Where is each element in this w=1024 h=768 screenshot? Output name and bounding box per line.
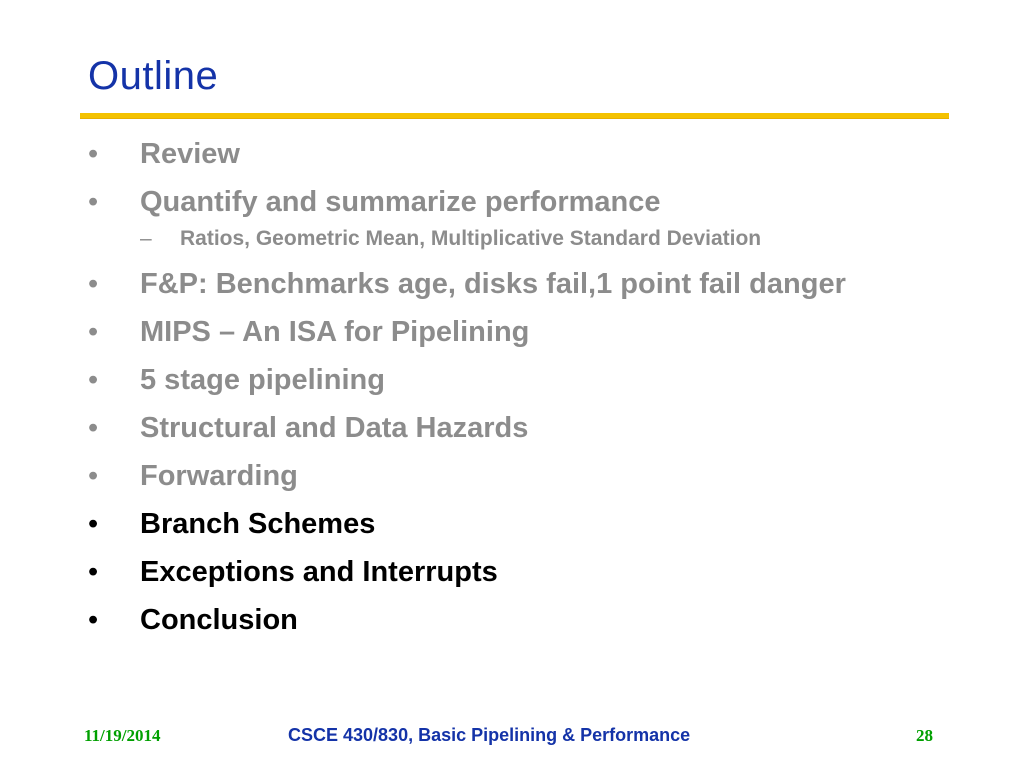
slide-title: Outline — [88, 54, 219, 98]
dash-icon: – — [140, 227, 152, 250]
list-item — [84, 410, 964, 446]
list-item-label: Conclusion — [140, 604, 298, 636]
sub-list-item-label: Ratios, Geometric Mean, Multiplicative Standard Deviation — [180, 227, 762, 250]
list-item — [84, 136, 964, 172]
list-item-current — [84, 602, 964, 638]
list-item — [84, 458, 964, 494]
list-item — [84, 362, 964, 398]
list-item-label: Quantify and summarize performance — [140, 186, 661, 218]
bullet-icon: • — [88, 138, 99, 170]
list-item-current — [84, 506, 964, 542]
bullet-icon: • — [88, 460, 99, 492]
title-divider — [80, 113, 949, 119]
list-item-label: 5 stage pipelining — [140, 364, 385, 396]
bullet-icon: • — [88, 508, 99, 540]
bullet-icon: • — [88, 412, 99, 444]
sub-list-item — [140, 226, 964, 252]
list-item-label: F&P: Benchmarks age, disks fail,1 point fail danger — [140, 268, 846, 300]
list-item-label: Exceptions and Interrupts — [140, 556, 498, 588]
bullet-icon: • — [88, 364, 99, 396]
outline-list — [84, 136, 964, 650]
list-item — [84, 184, 964, 220]
list-item-label: Review — [140, 138, 240, 170]
list-item-label: Branch Schemes — [140, 508, 376, 540]
bullet-icon: • — [88, 186, 99, 218]
page-number: 28 — [916, 726, 933, 745]
bullet-icon: • — [88, 604, 99, 636]
list-item-current — [84, 554, 964, 590]
bullet-icon: • — [88, 556, 99, 588]
list-item — [84, 314, 964, 350]
list-item-label: Forwarding — [140, 460, 298, 492]
bullet-icon: • — [88, 268, 99, 300]
list-item — [84, 266, 964, 302]
list-item-label: Structural and Data Hazards — [140, 412, 529, 444]
footer-course-title: CSCE 430/830, Basic Pipelining & Performance — [288, 725, 691, 745]
list-item-label: MIPS – An ISA for Pipelining — [140, 316, 530, 348]
bullet-icon: • — [88, 316, 99, 348]
footer-date: 11/19/2014 — [84, 726, 161, 745]
